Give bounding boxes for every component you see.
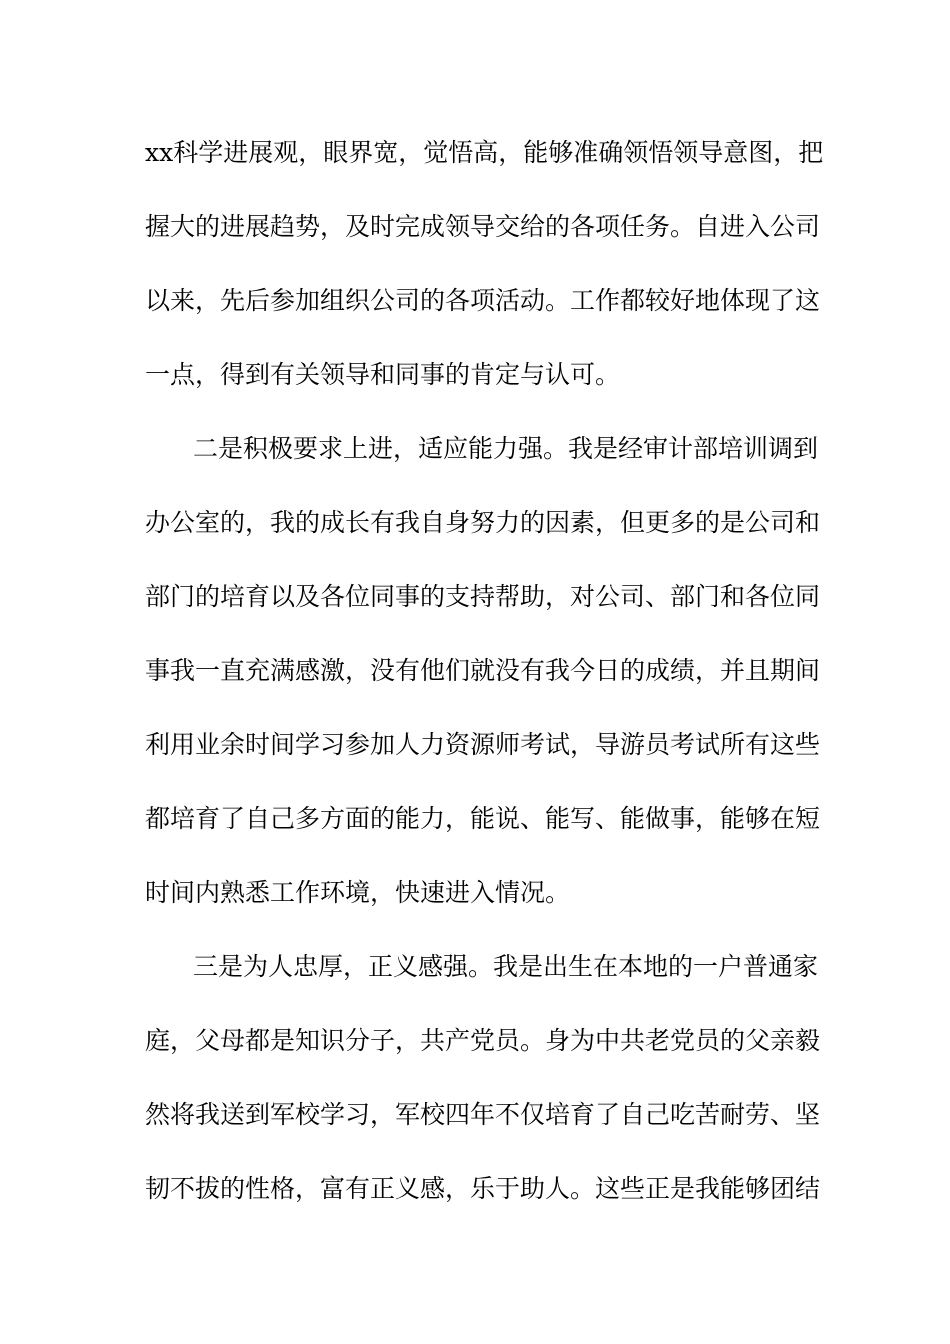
text-line: 韧不拔的性格，富有正义感，乐于助人。这些正是我能够团结 xyxy=(145,1174,821,1203)
text-line: 庭，父母都是知识分子，共产党员。身为中共老党员的父亲毅 xyxy=(145,1026,821,1055)
text-line: 事我一直充满感激，没有他们就没有我今日的成绩，并且期间 xyxy=(145,656,821,685)
text-line: 部门的培育以及各位同事的支持帮助，对公司、部门和各位同 xyxy=(145,582,821,611)
body-text xyxy=(145,128,824,1238)
paragraph-start-line: 二是积极要求上进，适应能力强。我是经审计部培训调到 xyxy=(193,434,819,463)
text-line: 办公室的，我的成长有我自身努力的因素，但更多的是公司和 xyxy=(145,508,821,537)
paragraph-start-line: 三是为人忠厚，正义感强。我是出生在本地的一户普通家 xyxy=(193,952,819,981)
text-line: xx科学进展观，眼界宽，觉悟高，能够准确领悟领导意图，把 xyxy=(145,138,824,167)
text-line: 然将我送到军校学习，军校四年不仅培育了自己吃苦耐劳、坚 xyxy=(145,1100,821,1129)
text-line: 时间内熟悉工作环境，快速进入情况。 xyxy=(145,878,571,907)
text-line: 一点，得到有关领导和同事的肯定与认可。 xyxy=(145,360,621,389)
text-line: 以来，先后参加组织公司的各项活动。工作都较好地体现了这 xyxy=(145,286,821,315)
text-line: 握大的进展趋势，及时完成领导交给的各项任务。自进入公司 xyxy=(145,212,821,241)
text-line: 利用业余时间学习参加人力资源师考试，导游员考试所有这些 xyxy=(145,730,821,759)
text-line: 都培育了自己多方面的能力，能说、能写、能做事，能够在短 xyxy=(145,804,821,833)
